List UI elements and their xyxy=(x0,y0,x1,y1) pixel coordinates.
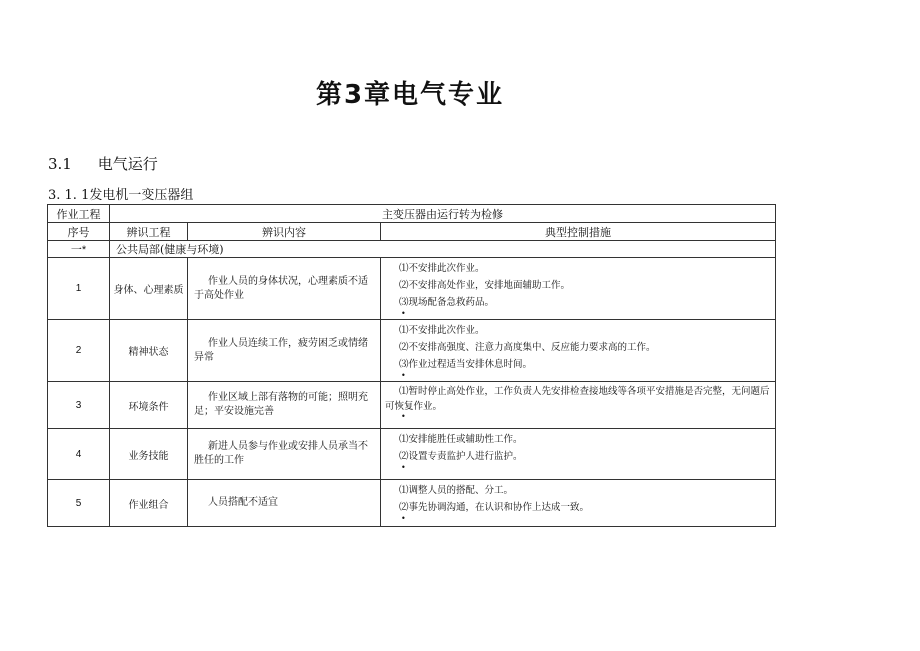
table-row xyxy=(48,480,776,527)
row-seq: 5 xyxy=(48,480,110,527)
row-content xyxy=(188,429,381,480)
row-item: 作业组合 xyxy=(110,480,188,527)
row-seq: 2 xyxy=(48,320,110,382)
measure-item: ⑴暂时停止高处作业，工作负责人先安排检查接地线等各项平安措施是否完整，无问题后可恢复作业。 xyxy=(385,386,770,412)
chapter-title xyxy=(0,74,820,111)
bullet-mark: • xyxy=(401,412,406,421)
row-content xyxy=(188,480,381,527)
row-item: 精神状态 xyxy=(110,320,188,382)
section-label: 公共局部(健康与环境) xyxy=(110,241,776,258)
section-title: 电气运行 xyxy=(97,155,158,173)
header-item: 辨识工程 xyxy=(110,223,188,241)
table-section-row xyxy=(48,241,776,258)
row-measures xyxy=(381,258,776,320)
table-row xyxy=(48,320,776,382)
row-measures xyxy=(381,429,776,480)
bullet-mark: • xyxy=(401,371,406,380)
measure-item: ⑶作业过程适当安排休息时间。 xyxy=(399,359,533,370)
measure-item: ⑵不安排高处作业，安排地面辅助工作。 xyxy=(399,280,571,291)
chapter-title-text: 第3章电气专业 xyxy=(315,80,505,110)
subsection-heading: 3. 1. 1发电机一变压器组 xyxy=(48,188,194,203)
row-content-text: 人员搭配不适宜 xyxy=(208,497,278,508)
row-content xyxy=(188,320,381,382)
measure-item: ⑵事先协调沟通，在认识和协作上达成一致。 xyxy=(399,502,590,513)
row-item: 业务技能 xyxy=(110,429,188,480)
row-measures xyxy=(381,320,776,382)
row-content-text: 作业人员连续工作，疲劳困乏或情绪异常 xyxy=(194,337,368,363)
measure-item: ⑴安排能胜任或辅助性工作。 xyxy=(399,434,523,445)
section-seq: 一* xyxy=(48,241,110,258)
bullet-mark: • xyxy=(401,514,406,523)
header-content: 辨识内容 xyxy=(188,223,381,241)
section-number: 3.1 xyxy=(48,155,72,173)
row-item: 身体、心理素质 xyxy=(110,258,188,320)
row-content-text: 作业人员的身体状况，心理素质不适于高处作业 xyxy=(194,275,368,301)
bullet-mark: • xyxy=(401,463,406,472)
row-seq: 3 xyxy=(48,382,110,429)
risk-identification-table xyxy=(47,204,776,527)
measure-item: ⑴不安排此次作业。 xyxy=(399,325,485,336)
row-measures xyxy=(381,382,776,429)
section-heading xyxy=(48,153,158,174)
row-seq: 4 xyxy=(48,429,110,480)
row-content-text: 作业区域上部有落物的可能；照明充足；平安设施完善 xyxy=(194,392,368,417)
measure-item: ⑵设置专责监护人进行监护。 xyxy=(399,451,523,462)
measure-item: ⑴调整人员的搭配、分工。 xyxy=(399,485,514,496)
header-seq: 序号 xyxy=(48,223,110,241)
row-item: 环境条件 xyxy=(110,382,188,429)
row-measures xyxy=(381,480,776,527)
row-content-text: 新进人员参与作业或安排人员承当不胜任的工作 xyxy=(194,441,368,466)
measure-item: ⑵不安排高强度、注意力高度集中、反应能力要求高的工作。 xyxy=(399,342,656,353)
row-content xyxy=(188,258,381,320)
table-row xyxy=(48,258,776,320)
table-row xyxy=(48,429,776,480)
table-row xyxy=(48,382,776,429)
row-content xyxy=(188,382,381,429)
bullet-mark: • xyxy=(401,309,406,318)
table-header-columns xyxy=(48,223,776,241)
header-measures: 典型控制措施 xyxy=(381,223,776,241)
measure-item: ⑴不安排此次作业。 xyxy=(399,263,485,274)
measure-item: ⑶现场配备急救药品。 xyxy=(399,297,495,308)
row-seq: 1 xyxy=(48,258,110,320)
header-work-value: 主变压器由运行转为检修 xyxy=(110,205,776,223)
table-header-work xyxy=(48,205,776,223)
header-work-label: 作业工程 xyxy=(48,205,110,223)
